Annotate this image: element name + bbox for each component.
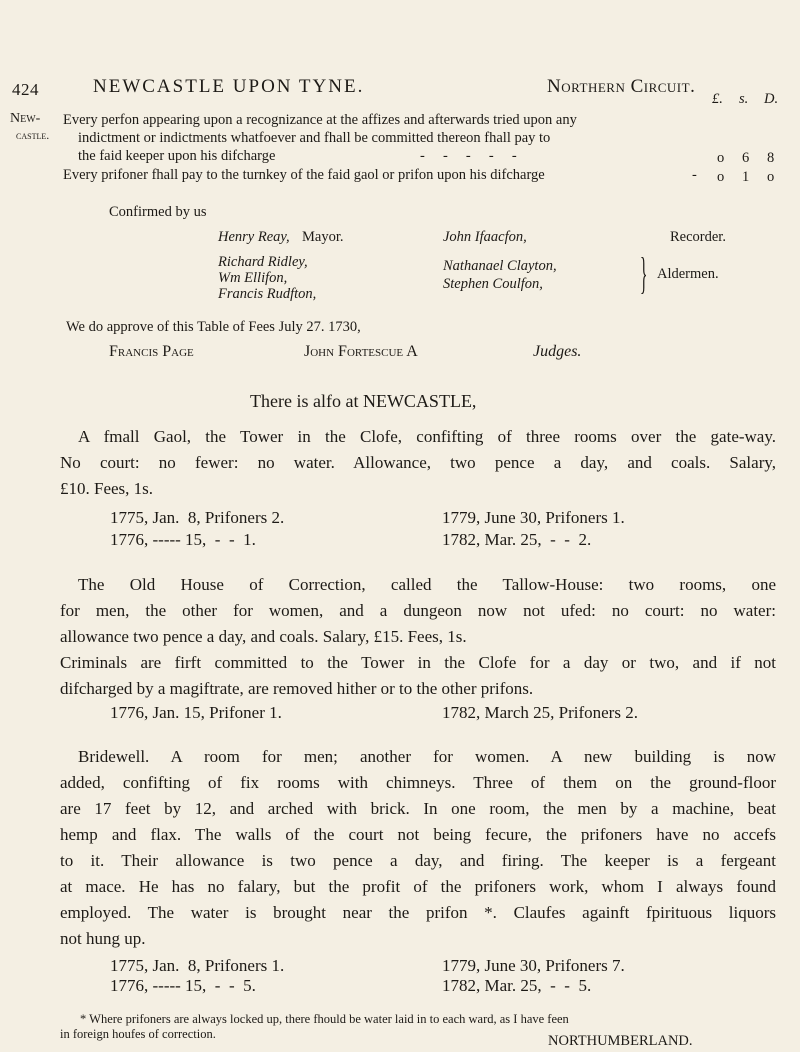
confirmed-by: Confirmed by us — [109, 204, 207, 220]
hoc-line-2: for men, the other for women, and a dungeon now not ufed: no court: no water: — [60, 601, 776, 620]
judge-fortescue: John Fortescue A — [304, 343, 418, 360]
approval-line: We do approve of this Table of Fees July 27. 1730, — [66, 319, 361, 335]
fee-2-line-1: Every prifoner fhall pay to the turnkey of the faid gaol or prifon upon his difcharge — [63, 167, 545, 183]
small-gaol-paragraph — [60, 424, 776, 502]
bridewell-stat-2a: 1776, ----- 15, - - 5. — [110, 976, 256, 995]
small-gaol-line-3: £10. Fees, 1s. — [60, 479, 154, 498]
margin-note-castle: castle. — [16, 128, 50, 142]
fee-1-pounds: o — [717, 150, 726, 166]
also-heading: There is alfo at NEWCASTLE, — [250, 391, 477, 411]
bridewell-line-5: to it. Their allowance is two pence a day, and firing. The keeper is a fergeant — [60, 851, 776, 870]
hoc-stat-1: 1776, Jan. 15, Prifoner 1. — [110, 703, 282, 722]
judge-page: Francis Page — [109, 343, 194, 360]
aldermen-title: Aldermen. — [657, 266, 719, 282]
bridewell-line-1: Bridewell. A room for men; another for women. A new building is now — [78, 747, 776, 766]
fee-2-dashes: - — [692, 167, 697, 183]
currency-pence: D. — [764, 91, 779, 107]
judges-title: Judges. — [533, 343, 582, 360]
alderman-clayton: Nathanael Clayton, — [443, 258, 557, 274]
hoc-stat-2: 1782, March 25, Prifoners 2. — [442, 703, 638, 722]
mayor-title: Mayor. — [302, 229, 344, 245]
aldermen-brace: } — [640, 249, 648, 298]
bridewell-line-2: added, confifting of fix rooms with chimneys. Three of them on the ground-floor — [60, 773, 776, 792]
bridewell-line-7: employed. The water is brought near the prifon *. Claufes againft fpirituous liquors — [60, 903, 776, 922]
fee-1-dashes: - - - - - — [420, 148, 517, 164]
running-title: NEWCASTLE UPON TYNE. — [93, 76, 365, 97]
alderman-rudfton: Francis Rudfton, — [218, 286, 317, 302]
bridewell-stat-1b: 1779, June 30, Prifoners 7. — [442, 956, 625, 975]
small-gaol-stat-2a: 1776, ----- 15, - - 1. — [110, 530, 256, 549]
hoc-line-4: Criminals are firft committed to the Tower in the Clofe for a day or two, and if not — [60, 653, 776, 672]
hoc-line-3: allowance two pence a day, and coals. Salary, £15. Fees, 1s. — [60, 627, 467, 646]
fee-1-shillings: 6 — [742, 150, 751, 166]
footnote-line-1: * Where prifoners are always locked up, there fhould be water laid in to each ward, as I have feen — [80, 1012, 569, 1026]
recorder-title: Recorder. — [670, 229, 726, 245]
bridewell-line-8: not hung up. — [60, 929, 146, 948]
fee-1-line-2: indictment or indictments whatfoever and fhall be committed thereon fhall pay to — [78, 130, 551, 146]
currency-shillings: s. — [739, 91, 749, 107]
mayor-name: Henry Reay, — [218, 229, 290, 245]
fee-2-pounds: o — [717, 169, 726, 185]
fee-2-pence: o — [767, 169, 776, 185]
circuit-title: Northern Circuit. — [547, 76, 696, 97]
margin-note-new: New- — [10, 111, 41, 126]
fee-1-line-1: Every perfon appearing upon a recognizance at the affizes and afterwards tried upon any — [63, 112, 577, 128]
small-gaol-line-2: No court: no fewer: no water. Allowance, two pence a day, and coals. Salary, — [60, 453, 776, 472]
house-of-correction-paragraph — [60, 572, 776, 702]
bridewell-line-3: are 17 feet by 12, and arched with brick. In one room, the men by a machine, beat — [60, 799, 776, 818]
fee-1-line-3: the faid keeper upon his difcharge — [78, 148, 276, 164]
small-gaol-stat-1b: 1779, June 30, Prifoners 1. — [442, 508, 625, 527]
hoc-line-5: difcharged by a magiftrate, are removed hither or to the other prifons. — [60, 679, 534, 698]
alderman-coulfon: Stephen Coulfon, — [443, 276, 543, 292]
bridewell-line-4: hemp and flax. The walls of the court not being fecure, the prifoners have no accefs — [60, 825, 776, 844]
bridewell-paragraph — [60, 744, 776, 952]
small-gaol-line-1: A fmall Gaol, the Tower in the Clofe, confifting of three rooms over the gate-way. — [78, 427, 776, 446]
hoc-line-1: The Old House of Correction, called the Tallow-House: two rooms, one — [78, 575, 776, 594]
recorder-name: John Ifaacfon, — [443, 229, 527, 245]
footnote-line-2: in foreign houfes of correction. — [60, 1027, 216, 1041]
bridewell-stat-2b: 1782, Mar. 25, - - 5. — [442, 976, 592, 995]
small-gaol-stat-2b: 1782, Mar. 25, - - 2. — [442, 530, 592, 549]
page-number: 424 — [12, 80, 39, 99]
small-gaol-stat-1a: 1775, Jan. 8, Prifoners 2. — [110, 508, 285, 527]
fee-1-pence: 8 — [767, 150, 776, 166]
fee-2-shillings: 1 — [742, 169, 751, 185]
currency-pounds: £. — [712, 91, 723, 107]
bridewell-line-6: at mace. He has no falary, but the profit of the prifoners work, whom I always found — [60, 877, 776, 896]
alderman-ridley: Richard Ridley, — [218, 254, 308, 270]
catchword: NORTHUMBERLAND. — [548, 1033, 693, 1049]
bridewell-stat-1a: 1775, Jan. 8, Prifoners 1. — [110, 956, 285, 975]
alderman-ellifon: Wm Ellifon, — [218, 270, 288, 286]
